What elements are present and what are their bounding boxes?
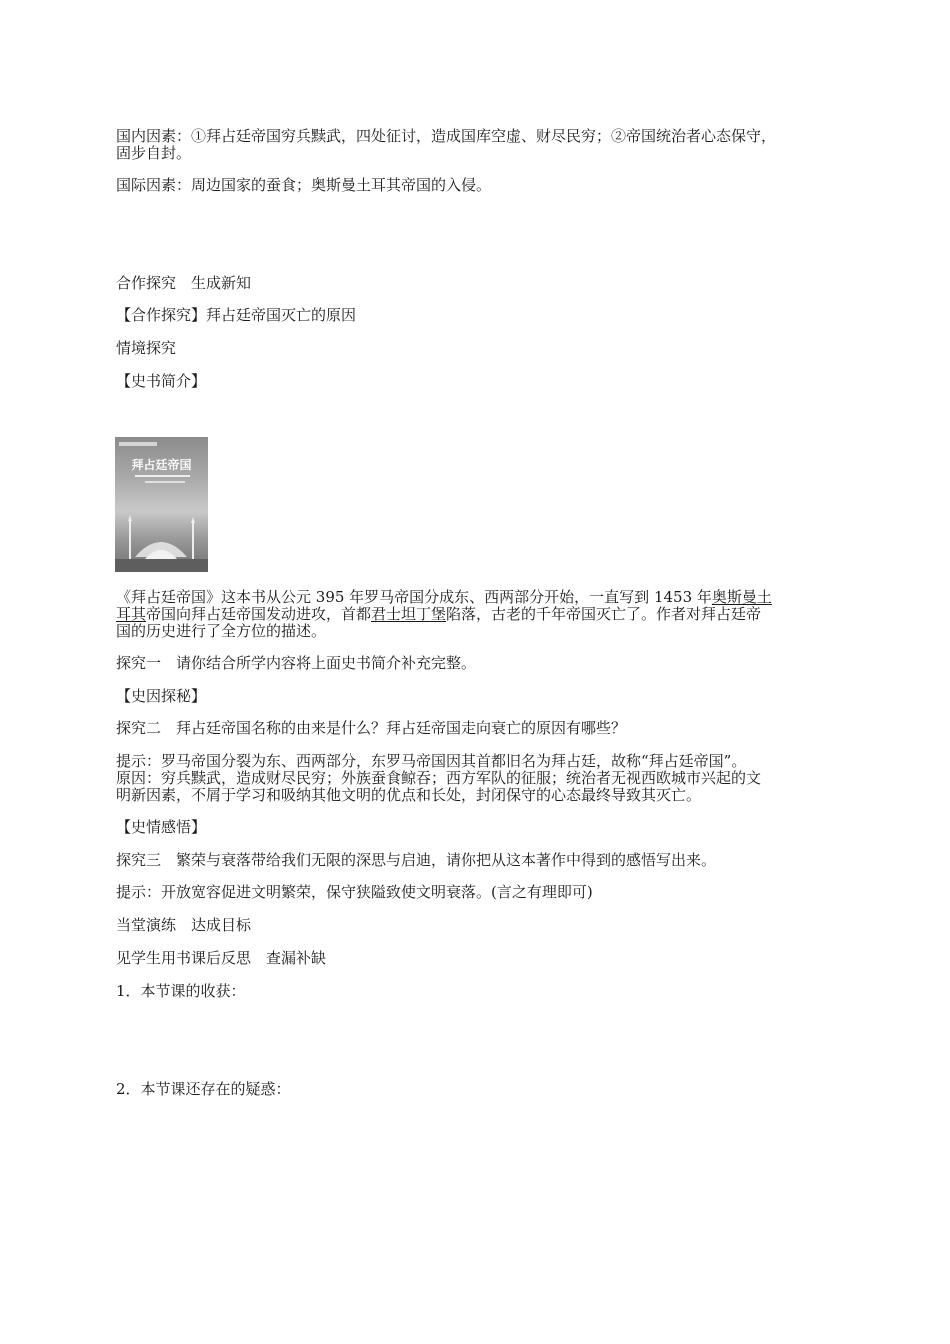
hint-three: 提示：开放宽容促进文明繁荣，保守狭隘致使文明衰落。(言之有理即可) <box>116 883 593 901</box>
book-description-text: 陷落，古老的千年帝国灭亡了。作者对拜占廷帝 <box>446 605 762 623</box>
paragraph-domestic-factors-line2: 固步自封。 <box>116 144 192 162</box>
paragraph-domestic-factors-line1: 国内因素：①拜占廷帝国穷兵黩武，四处征讨，造成国库空虚、财尽民穷；②帝国统治者心态保守， <box>116 127 777 145</box>
topic-heading: 【合作探究】拜占廷帝国灭亡的原因 <box>116 306 357 324</box>
item-doubts: 2．本节课还存在的疑惑： <box>116 1080 291 1098</box>
book-cover-image <box>115 437 208 572</box>
book-description-line1 <box>116 589 846 605</box>
cover-top-bar <box>119 442 157 446</box>
book-intro-heading: 【史书简介】 <box>116 372 207 390</box>
question-two: 探究二 拜占廷帝国名称的由来是什么？拜占廷帝国走向衰亡的原因有哪些？ <box>116 719 627 737</box>
underlined-turkey: 耳其 <box>116 605 147 623</box>
scenario-heading: 情境探究 <box>116 339 177 357</box>
paragraph-international-factors: 国际因素：周边国家的蚕食；奥斯曼土耳其帝国的入侵。 <box>116 176 492 194</box>
cover-subtitle-line <box>135 475 190 477</box>
question-one: 探究一 请你结合所学内容将上面史书简介补充完整。 <box>116 654 477 672</box>
practice-heading: 当堂演练 达成目标 <box>116 916 252 934</box>
question-three: 探究三 繁荣与衰落带给我们无限的深思与启迪，请你把从这本著作中得到的感悟写出来。 <box>116 851 717 869</box>
section-title: 合作探究 生成新知 <box>116 274 252 292</box>
cover-title: 拜占廷帝国 <box>131 458 192 472</box>
cover-subtitle-line-2 <box>145 481 185 483</box>
item-gains: 1．本节课的收获： <box>116 982 246 1000</box>
book-description-text: 《拜占廷帝国》这本书从公元 395 年罗马帝国分成东、西两部分开始，一直写到 1453 年 <box>116 588 712 606</box>
book-description-text: 帝国向拜占廷帝国发动进攻，首都 <box>146 605 372 623</box>
history-secret-heading: 【史因探秘】 <box>116 687 207 705</box>
hint-two-line2: 原因：穷兵黩武，造成财尽民穷；外族蚕食鲸吞；西方军队的征服；统治者无视西欧城市兴起的文 <box>116 769 762 787</box>
book-description-line2 <box>116 606 846 622</box>
reflect-heading: 见学生用书课后反思 查漏补缺 <box>116 949 327 967</box>
book-description-line3: 国的历史进行了全方位的描述。 <box>116 622 327 640</box>
hint-two-line1: 提示：罗马帝国分裂为东、西两部分，东罗马帝国因其首都旧名为拜占廷，故称“拜占廷帝国”。 <box>116 752 747 770</box>
underlined-constantinople: 君士坦丁堡 <box>371 605 447 623</box>
mosque-silhouette-icon <box>115 497 208 572</box>
underlined-ottoman: 奥斯曼土 <box>711 588 772 606</box>
hint-two-line3: 明新因素，不屑于学习和吸纳其他文明的优点和长处，封闭保守的心态最终导致其灭亡。 <box>116 786 702 804</box>
history-feeling-heading: 【史情感悟】 <box>116 818 207 836</box>
